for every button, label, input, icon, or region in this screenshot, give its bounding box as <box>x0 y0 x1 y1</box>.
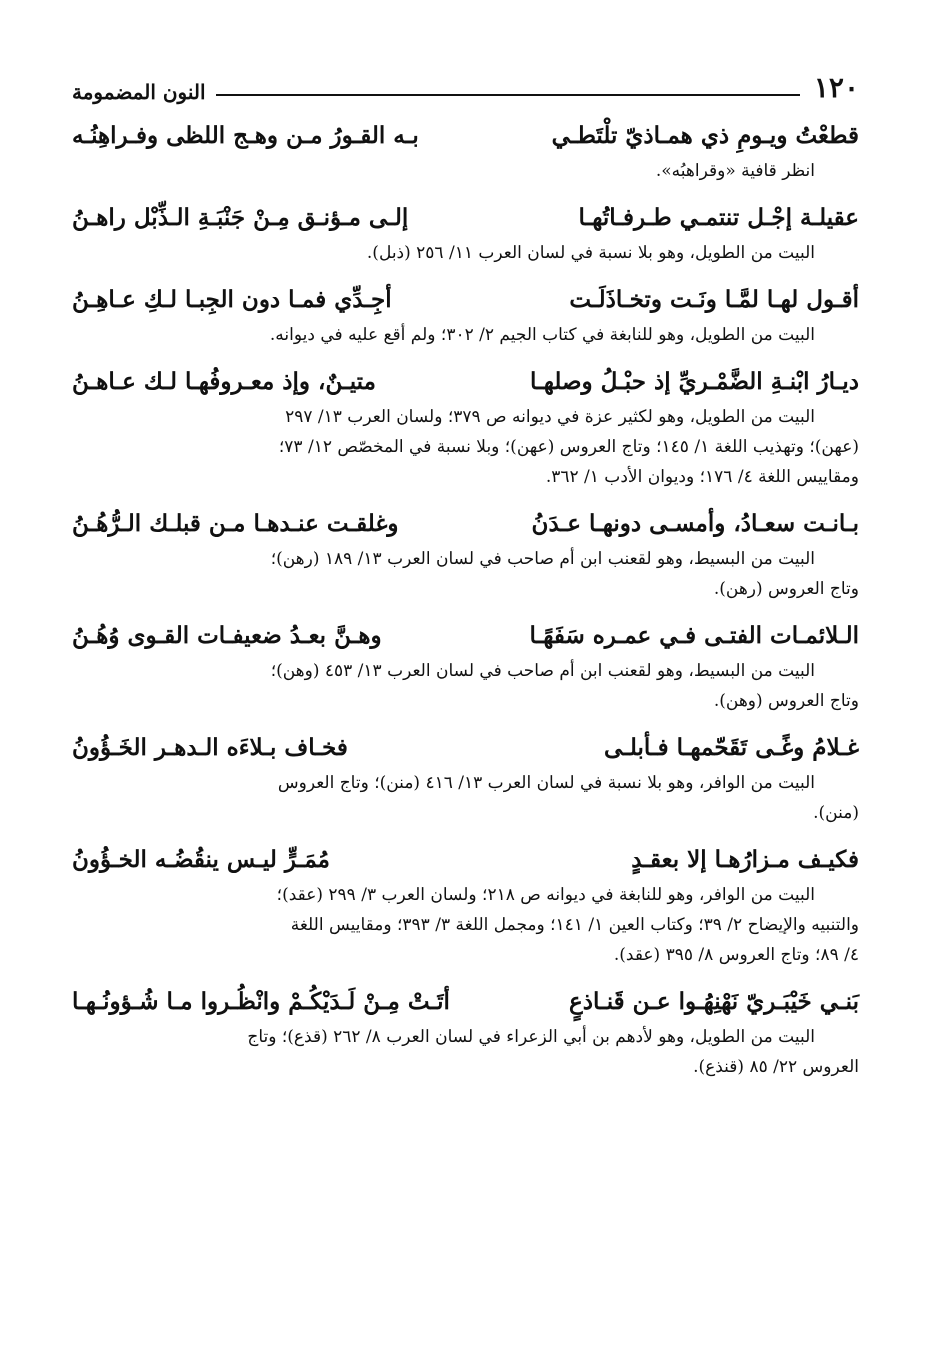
verse-entry <box>72 730 859 828</box>
verse-note <box>72 656 859 716</box>
verse-entry <box>72 984 859 1082</box>
verse-note <box>72 1022 859 1082</box>
verse-note <box>72 880 859 970</box>
verse-first-hemistich: قطعْتُ ويـومِ ذي همـاذيّ تلْتَطـي <box>551 122 859 149</box>
verse-entry <box>72 618 859 716</box>
page-header <box>72 62 859 102</box>
verse-second-hemistich: وغلقـت عنـدهـا مـن قبلـك الـرُّهُـنُ <box>72 510 399 537</box>
verse-second-hemistich: فخـاف بـلاءَه الـدهـر الخَـؤُونُ <box>72 734 348 761</box>
note-line: وتاج العروس (رهن). <box>713 579 859 599</box>
verse-entry <box>72 506 859 604</box>
header-rule <box>216 94 800 96</box>
verse-entry <box>72 200 859 268</box>
verse-second-hemistich: إلـى مـؤنـق مِـنْ جَنْبَـةِ الـذِّبْل راهـنُ <box>72 204 409 231</box>
verse-note <box>72 238 859 268</box>
note-line: البيت من الطويل، وهو للنابغة في كتاب الجيم ٢/ ٣٠٢؛ ولم أقع عليه في ديوانه. <box>269 325 815 345</box>
verse-line <box>72 282 859 318</box>
verse-second-hemistich: أجِـدِّي فمـا دون الجِبـا لـكِ عـاهِـنُ <box>72 286 392 313</box>
verse-second-hemistich: وهـنَّ بعـدُ ضعيفـات القـوى وُهُـنُ <box>72 622 382 649</box>
verse-second-hemistich: أتَـتْ مِـنْ لَـدَيْكُـمْ وانْظُـروا مـا شُـؤونُـهـا <box>72 988 450 1015</box>
verse-note <box>72 320 859 350</box>
verse-first-hemistich: عقيلـة إجْـل تنتمـي طـرفـاتُهـا <box>578 204 859 231</box>
verse-first-hemistich: ديـارُ ابْنـةِ الضَّمْـريِّ إذ حبْـلُ وصلهـا <box>530 368 859 395</box>
verse-first-hemistich: أقـول لهـا لمَّـا ونَـت وتخـاذَلَـت <box>569 286 859 313</box>
verse-second-hemistich: بـه القـورُ مـن وهـج اللظى وفـراهِنُـه <box>72 122 419 149</box>
verse-first-hemistich: بـانـت سعـادُ، وأمسـى دونهـا عـدَنُ <box>531 510 859 537</box>
note-line: البيت من الوافر، وهو بلا نسبة في لسان العرب ١٣/ ٤١٦ (منن)؛ وتاج العروس <box>277 773 815 793</box>
verse-first-hemistich: غـلامُ وغًـى تَقَحّمهـا فـأبلـى <box>604 734 859 761</box>
verse-second-hemistich: مُمَـرٍّ ليـس ينقُضُـه الخـؤُونُ <box>72 846 330 873</box>
note-line: البيت من الطويل، وهو لكثير عزة في ديوانه ص ٣٧٩؛ ولسان العرب ١٣/ ٢٩٧ <box>285 407 815 427</box>
verse-line <box>72 842 859 878</box>
verse-line <box>72 730 859 766</box>
verse-first-hemistich: بَنـي خَيْبَـريّ نَهْنِهُـوا عـن قَنـاذعٍ <box>569 988 859 1015</box>
verse-line <box>72 364 859 400</box>
note-line: البيت من البسيط، وهو لقعنب ابن أم صاحب في لسان العرب ١٣/ ١٨٩ (رهن)؛ <box>270 549 815 569</box>
note-line: ٤/ ٨٩؛ وتاج العروس ٨/ ٣٩٥ (عقد). <box>613 945 859 965</box>
verse-entry <box>72 282 859 350</box>
note-line: وتاج العروس (وهن). <box>713 691 859 711</box>
verse-entry <box>72 118 859 186</box>
verse-line <box>72 506 859 542</box>
verse-entry <box>72 364 859 492</box>
note-line: (عهن)؛ وتهذيب اللغة ١/ ١٤٥؛ وتاج العروس (عهن)؛ وبلا نسبة في المخصّص ١٢/ ٧٣؛ <box>278 437 859 457</box>
note-line: البيت من الوافر، وهو للنابغة في ديوانه ص ٢١٨؛ ولسان العرب ٣/ ٢٩٩ (عقد)؛ <box>276 885 815 905</box>
verse-line <box>72 118 859 154</box>
verse-first-hemistich: الـلائمـات الفتـى فـي عمـره سَفَهًـا <box>529 622 859 649</box>
verse-entry <box>72 842 859 970</box>
verse-line <box>72 200 859 236</box>
note-line: البيت من البسيط، وهو لقعنب ابن أم صاحب في لسان العرب ١٣/ ٤٥٣ (وهن)؛ <box>270 661 815 681</box>
note-line: (منن). <box>813 803 859 823</box>
page-number: ١٢٠ <box>813 71 859 104</box>
verse-note <box>72 544 859 604</box>
verse-note <box>72 402 859 492</box>
note-line: انظر قافية «وقراهبُه». <box>655 161 815 181</box>
note-line: البيت من الطويل، وهو بلا نسبة في لسان العرب ١١/ ٢٥٦ (ذبل). <box>366 243 815 263</box>
verse-line <box>72 618 859 654</box>
verse-entries <box>72 118 859 1096</box>
verse-second-hemistich: متيـنٌ، وإذ معـروفُهـا لـك عـاهـنُ <box>72 368 376 395</box>
verse-line <box>72 984 859 1020</box>
verse-note <box>72 768 859 828</box>
verse-first-hemistich: فكيـف مـزارُهـا إلا بعقـدٍ <box>631 846 859 873</box>
note-line: البيت من الطويل، وهو لأدهم بن أبي الزعراء في لسان العرب ٨/ ٢٦٢ (قذع)؛ وتاج <box>247 1027 815 1047</box>
note-line: والتنبيه والإيضاح ٢/ ٣٩؛ وكتاب العين ١/ ١٤١؛ ومجمل اللغة ٣/ ٣٩٣؛ ومقاييس اللغة <box>290 915 859 935</box>
verse-note <box>72 156 859 186</box>
note-line: العروس ٢٢/ ٨٥ (قنذع). <box>693 1057 859 1077</box>
note-line: ومقاييس اللغة ٤/ ١٧٦؛ وديوان الأدب ١/ ٣٦٢. <box>545 467 859 487</box>
chapter-title: النون المضمومة <box>72 80 206 104</box>
